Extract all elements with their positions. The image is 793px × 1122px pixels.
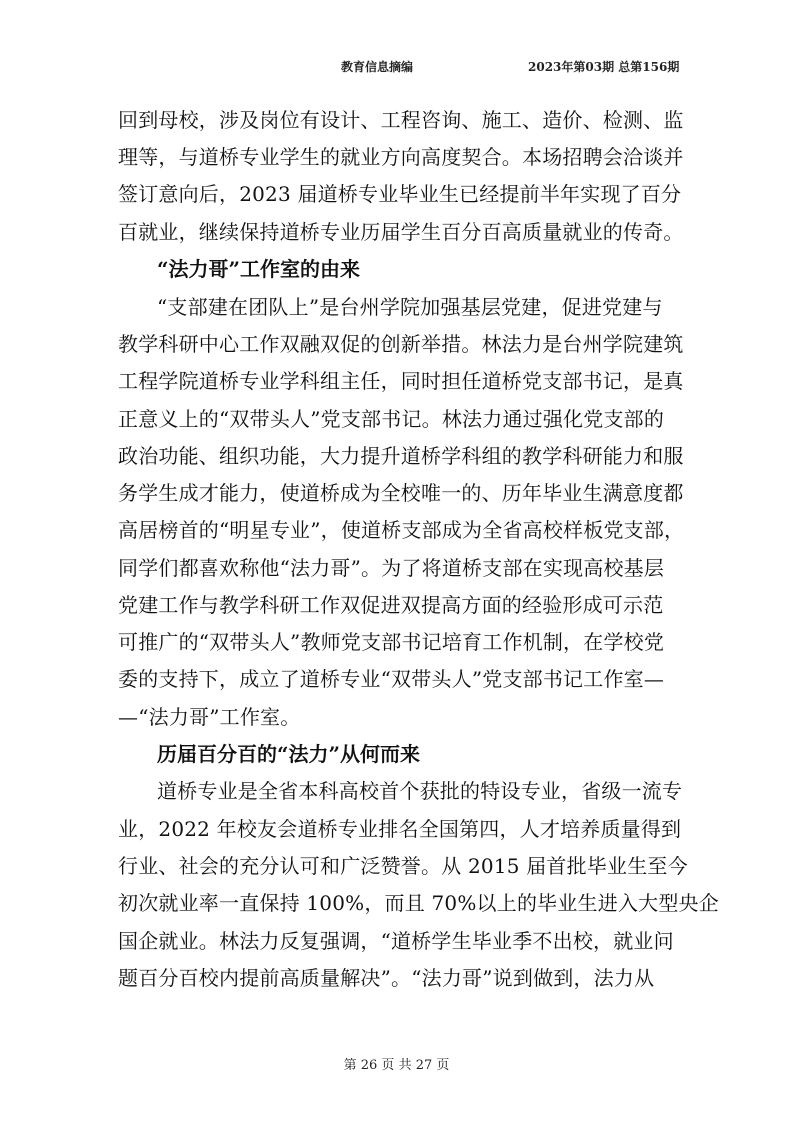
text-line: 党建工作与教学科研工作双促进双提高方面的经验形成可示范 [118, 593, 664, 617]
text-line: 签订意向后，2023 届道桥专业毕业生已经提前半年实现了百分 [118, 182, 682, 206]
text-line: 可推广的“双带头人”教师党支部书记培育工作机制，在学校党 [118, 630, 665, 654]
text-line: 委的支持下，成立了道桥专业“双带头人”党支部书记工作室— [118, 667, 665, 691]
issue-number: 2023年第03期 总第156期 [528, 60, 680, 74]
text-line: “支部建在团队上”是台州学院加强基层党建，促进党建与 [157, 295, 663, 319]
text-line: 正意义上的“双带头人”党支部书记。林法力通过强化党支部的 [118, 407, 665, 431]
section-heading: 历届百分百的“法力”从何而来 [157, 742, 421, 766]
text-line: 同学们都喜欢称他“法力哥”。为了将道桥支部在实现高校基层 [118, 556, 665, 580]
text-line: 高居榜首的“明星专业”，使道桥支部成为全省高校样板党支部， [118, 518, 685, 542]
text-line: 百就业，继续保持道桥专业历届学生百分百高质量就业的传奇。 [118, 220, 684, 244]
section-heading: “法力哥”工作室的由来 [157, 257, 361, 281]
page-number: 第 26 页 共 27 页 [343, 1058, 450, 1073]
text-line: 务学生成才能力，使道桥成为全校唯一的、历年毕业生满意度都 [118, 481, 684, 505]
text-line: —“法力哥”工作室。 [118, 705, 301, 729]
text-line: 政治功能、组织功能，大力提升道桥学科组的教学科研能力和服 [118, 444, 684, 468]
text-line: 教学科研中心工作双融双促的创新举措。林法力是台州学院建筑 [118, 332, 684, 356]
text-line: 工程学院道桥专业学科组主任，同时担任道桥党支部书记，是真 [118, 369, 684, 393]
text-line: 初次就业率一直保持 100%，而且 70%以上的毕业生进入大型央企 [118, 891, 719, 915]
publication-name: 教育信息摘编 [341, 60, 414, 74]
text-line: 回到母校，涉及岗位有设计、工程咨询、施工、造价、检测、监 [118, 108, 684, 132]
text-line: 题百分百校内提前高质量解决”。“法力哥”说到做到，法力从 [118, 966, 655, 990]
text-line: 业，2022 年校友会道桥专业排名全国第四，人才培养质量得到 [118, 817, 682, 841]
text-line: 行业、社会的充分认可和广泛赞誉。从 2015 届首批毕业生至今 [118, 854, 688, 878]
text-line: 道桥专业是全省本科高校首个获批的特设专业，省级一流专 [157, 779, 683, 803]
text-line: 理等，与道桥专业学生的就业方向高度契合。本场招聘会洽谈并 [118, 145, 684, 169]
text-line: 国企就业。林法力反复强调，“道桥学生毕业季不出校，就业问 [118, 929, 674, 953]
